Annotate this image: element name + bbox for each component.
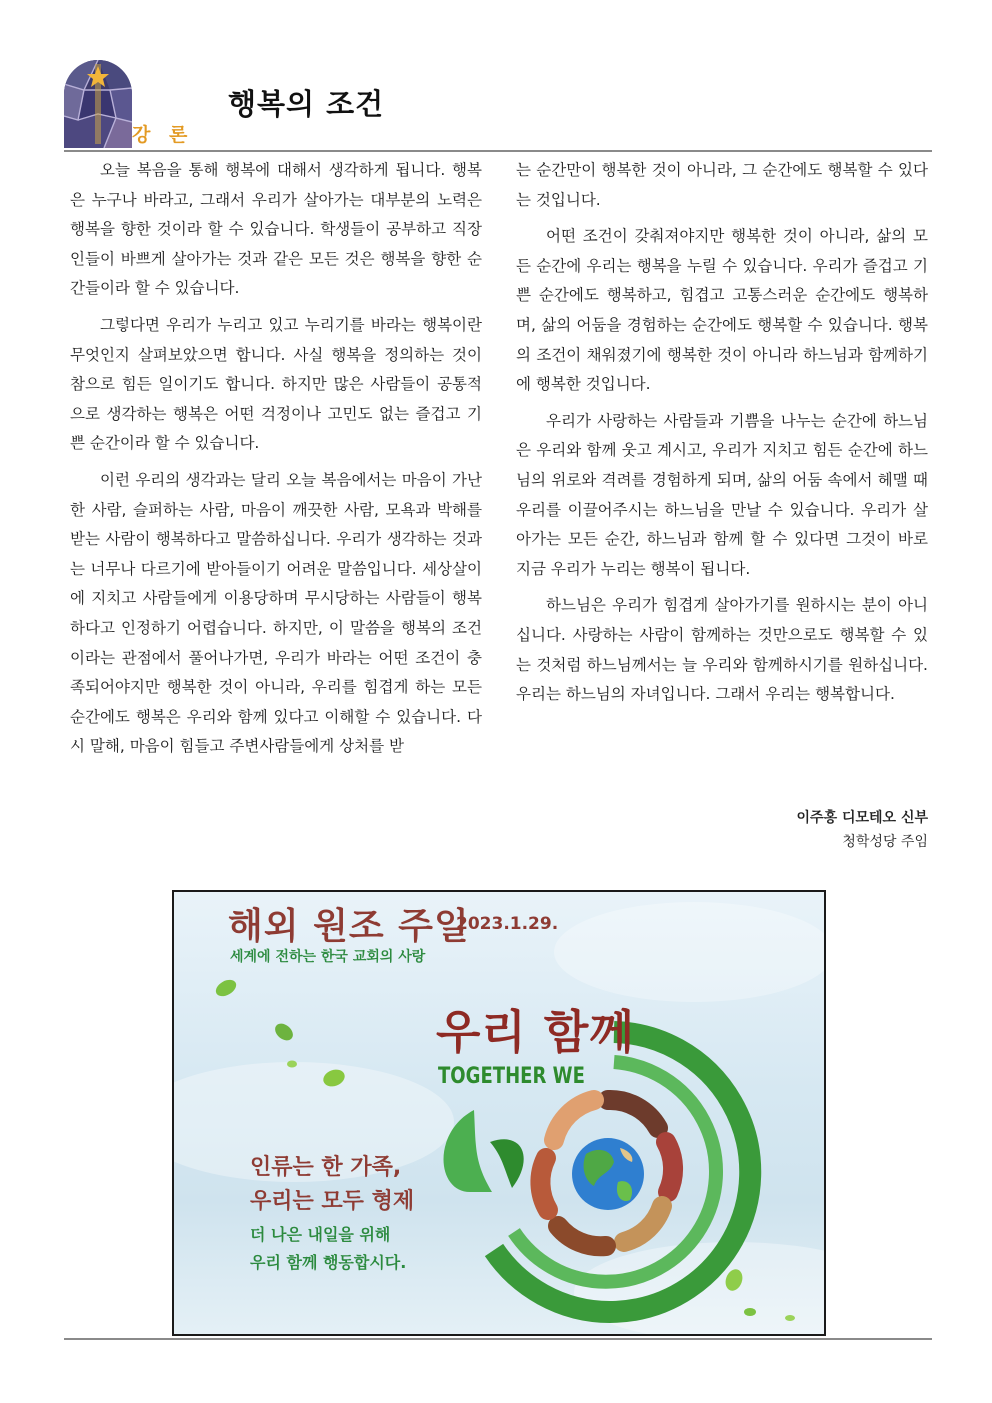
page-title: 행복의 조건 xyxy=(228,87,385,121)
author-signature xyxy=(797,806,928,854)
overseas-aid-poster xyxy=(172,890,826,1336)
poster-subtitle: 세계에 전하는 한국 교회의 사랑 xyxy=(230,949,426,965)
poster-line-2: 우리는 모두 형제 xyxy=(250,1189,415,1214)
poster-line-3: 더 나은 내일을 위해 xyxy=(250,1225,391,1244)
left-column xyxy=(70,156,482,769)
paragraph: 오늘 복음을 통해 행복에 대해서 생각하게 됩니다. 행복은 누구나 바라고, 그래서 우리가 살아가는 대부분의 노력은 행복을 향한 것이라 할 수 있습니다. 학생들이 공부하고 직장인들이 바쁘게 살아가는 것과 같은 모든 것은 행복을 향한 순간들이라 할 수 있습니다. xyxy=(70,161,482,298)
poster-main-slogan: 우리 함께 xyxy=(436,1005,635,1059)
paragraph: 우리가 사랑하는 사람들과 기쁨을 나누는 순간에 하느님은 우리와 함께 웃고 계시고, 우리가 지치고 힘든 순간에 하느님의 위로와 격려를 경험하게 되며, 삶의 어둠 속에서 헤맬 때 우리를 이끌어주시는 하느님을 만날 수 있습니다. 우리가 살아가는 모든 순간, 하느님과 함께 할 수 있다면 그것이 바로 지금 우리가 누리는 행복이 됩니다. xyxy=(516,411,928,578)
poster-line-1: 인류는 한 가족, xyxy=(250,1155,402,1180)
author-role: 청학성당 주임 xyxy=(842,834,928,850)
poster-line-4: 우리 함께 행동합시다. xyxy=(250,1253,407,1272)
header-divider xyxy=(64,150,932,152)
paragraph: 어떤 조건이 갖춰져야지만 행복한 것이 아니라, 삶의 모든 순간에 우리는 행복을 누릴 수 있습니다. 우리가 즐겁고 기쁜 순간에도 행복하고, 힘겹고 고통스러운 순간에도 행복하며, 삶의 어둠을 경험하는 순간에도 행복할 수 있습니다. 행복의 조건이 채워졌기에 행복한 것이 아니라 하느님과 함께하기에 행복한 것입니다. xyxy=(516,227,928,394)
paragraph-continuation: 는 순간만이 행복한 것이 아니라, 그 순간에도 행복할 수 있다는 것입니다. xyxy=(516,161,928,209)
globe-icon xyxy=(572,1138,644,1210)
poster-title: 해외 원조 주일 xyxy=(228,906,470,947)
right-column xyxy=(516,156,928,717)
poster-date: 2023.1.29. xyxy=(456,914,559,934)
paragraph: 하느님은 우리가 힘겹게 살아가기를 원하시는 분이 아니십니다. 사랑하는 사람이 함께하는 것만으로도 행복할 수 있는 것처럼 하느님께서는 늘 우리와 함께하시기를 원하십니다. 우리는 하느님의 자녀입니다. 그래서 우리는 행복합니다. xyxy=(516,596,928,704)
stained-glass-cross-icon xyxy=(64,60,132,148)
paragraph: 이런 우리의 생각과는 달리 오늘 복음에서는 마음이 가난한 사람, 슬퍼하는 사람, 마음이 깨끗한 사람, 모욕과 박해를 받는 사람이 행복하다고 말씀하십니다. 우리가 생각하는 것과는 너무나 다르기에 받아들이기 어려운 말씀입니다. 세상살이에 지치고 사람들에게 이용당하며 무시당하는 사람들이 행복하다고 인정하기 어렵습니다. 하지만, 이 말씀을 행복의 조건이라는 관점에서 풀어나가면, 우리가 바라는 어떤 조건이 충족되어야지만 행복한 것이 아니라, 우리를 힘겹게 하는 모든 순간에도 행복은 우리와 함께 있다고 이해할 수 있습니다. 다시 말해, 마음이 힘들고 주변사람들에게 상처를 받 xyxy=(70,470,482,756)
section-label: 강 론 xyxy=(132,124,194,146)
paragraph: 그렇다면 우리가 누리고 있고 누리기를 바라는 행복이란 무엇인지 살펴보았으면 합니다. 사실 행복을 정의하는 것이 참으로 힘든 일이기도 합니다. 하지만 많은 사람들이 공통적으로 생각하는 행복은 어떤 걱정이나 고민도 없는 즐겁고 기쁜 순간이라 할 수 있습니다. xyxy=(70,315,482,453)
poster-english-slogan: TOGETHER WE xyxy=(438,1064,585,1089)
author-name: 이주홍 디모테오 신부 xyxy=(796,810,928,826)
footer-divider xyxy=(64,1338,932,1340)
page-header xyxy=(64,60,934,152)
